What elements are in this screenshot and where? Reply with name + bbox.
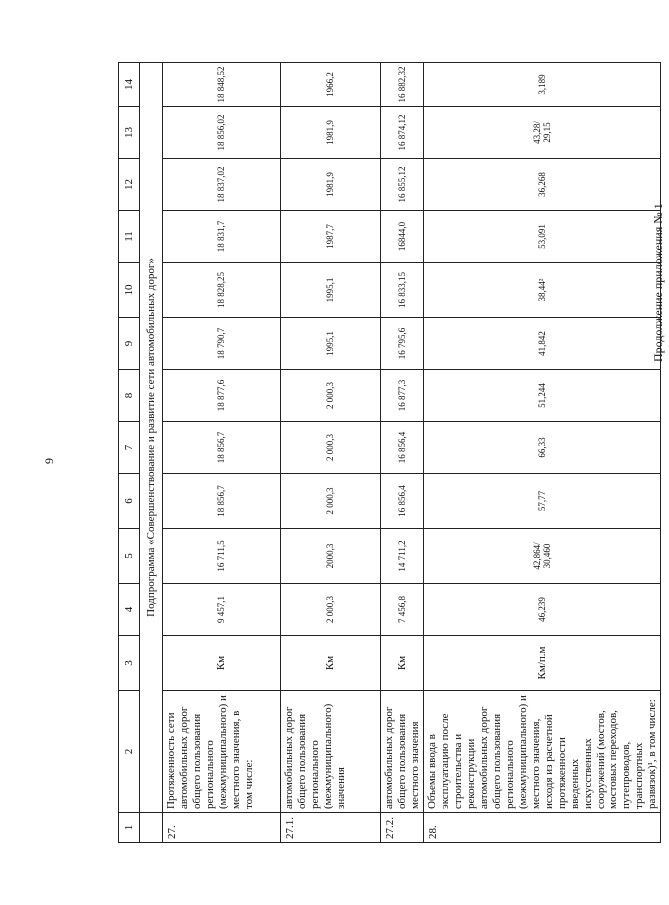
column-number-row [119, 63, 140, 843]
row-value: 18 856,7 [163, 474, 281, 529]
row-value: 51,244 [423, 370, 660, 422]
row-number: 27.2. [381, 813, 424, 843]
row-indicator-name: автомобильных дорог общего пользования регионального (межмуниципального) значения [281, 691, 381, 813]
row-number: 27.1. [281, 813, 381, 843]
row-value: 18 856,7 [163, 422, 281, 474]
table-row [381, 63, 424, 843]
row-indicator-name: автомобильных дорог общего пользования местного значения [381, 691, 424, 813]
row-value: 1987,7 [281, 211, 381, 263]
row-value: 41,842 [423, 318, 660, 370]
row-value: 16844,0 [381, 211, 424, 263]
row-value: 16 795,6 [381, 318, 424, 370]
row-value: 16 856,4 [381, 474, 424, 529]
row-unit: Км [381, 636, 424, 691]
appendix-continuation-note: Продолжение приложения № 1 [651, 203, 665, 362]
row-value: 36,268 [423, 159, 660, 211]
row-value: 7 456,8 [381, 584, 424, 636]
row-value: 18 790,7 [163, 318, 281, 370]
column-number: 5 [119, 529, 140, 584]
row-number: 27. [163, 813, 281, 843]
row-value: 14 711,2 [381, 529, 424, 584]
row-unit: Км [163, 636, 281, 691]
page-number: 9 [41, 458, 56, 464]
row-unit: Км [281, 636, 381, 691]
row-value: 1981,9 [281, 107, 381, 159]
column-number: 13 [119, 107, 140, 159]
column-number: 9 [119, 318, 140, 370]
row-value: 42,864/ 30,460 [423, 529, 660, 584]
subprogram-empty-cell [140, 813, 163, 843]
row-value: 18 877,6 [163, 370, 281, 422]
row-value: 9 457,1 [163, 584, 281, 636]
row-value: 16 833,15 [381, 263, 424, 318]
column-number: 7 [119, 422, 140, 474]
subprogram-title: Подпрограмма «Совершенствование и развитие сети автомобильных дорог» [140, 63, 163, 813]
table-row [163, 63, 281, 843]
column-number: 10 [119, 263, 140, 318]
column-number: 4 [119, 584, 140, 636]
subprogram-row [140, 63, 163, 843]
row-value: 1995,1 [281, 318, 381, 370]
row-value: 1995,1 [281, 263, 381, 318]
row-value: 66,33 [423, 422, 660, 474]
row-value: 2 000,3 [281, 422, 381, 474]
row-value: 2000,3 [281, 529, 381, 584]
column-number: 3 [119, 636, 140, 691]
column-number: 2 [119, 691, 140, 813]
row-value: 43,28/ 29,15 [423, 107, 660, 159]
row-value: 2 000,3 [281, 370, 381, 422]
row-value: 38,44² [423, 263, 660, 318]
row-value: 16 855,12 [381, 159, 424, 211]
row-number: 28. [423, 813, 660, 843]
column-number: 11 [119, 211, 140, 263]
column-number: 14 [119, 63, 140, 107]
row-value: 2 000,3 [281, 474, 381, 529]
row-value: 57,77 [423, 474, 660, 529]
row-indicator-name: Объемы ввода в эксплуатацию после строительства и реконструкции автомобильных дорог общего пользования регионального (межмуниципального) и местного значения, исходя из расчетной протяженности введенных искусственных сооружений (мостов, мостовых переходов, путепроводов, транспортных развязок)¹, в том числе: [423, 691, 660, 813]
row-value: 16 711,5 [163, 529, 281, 584]
table-row [423, 63, 660, 843]
column-number: 12 [119, 159, 140, 211]
row-unit: Км/п.м [423, 636, 660, 691]
row-value: 53,091 [423, 211, 660, 263]
table-row [281, 63, 381, 843]
row-value: 18 828,25 [163, 263, 281, 318]
row-value: 18 837,02 [163, 159, 281, 211]
column-number: 1 [119, 813, 140, 843]
row-value: 1966,2 [281, 63, 381, 107]
column-number: 8 [119, 370, 140, 422]
row-indicator-name: Протяженность сети автомобильных дорог общего пользования регионального (межмуниципального) и местного значения, в том числе: [163, 691, 281, 813]
row-value: 3,189 [423, 63, 660, 107]
column-number: 6 [119, 474, 140, 529]
indicator-table [118, 62, 661, 843]
row-value: 16 877,3 [381, 370, 424, 422]
row-value: 2 000,3 [281, 584, 381, 636]
row-value: 16 874,12 [381, 107, 424, 159]
row-value: 18 848,52 [163, 63, 281, 107]
row-value: 46,239 [423, 584, 660, 636]
row-value: 18 856,02 [163, 107, 281, 159]
row-value: 16 882,32 [381, 63, 424, 107]
row-value: 16 856,4 [381, 422, 424, 474]
row-value: 1981,9 [281, 159, 381, 211]
row-value: 18 831,7 [163, 211, 281, 263]
